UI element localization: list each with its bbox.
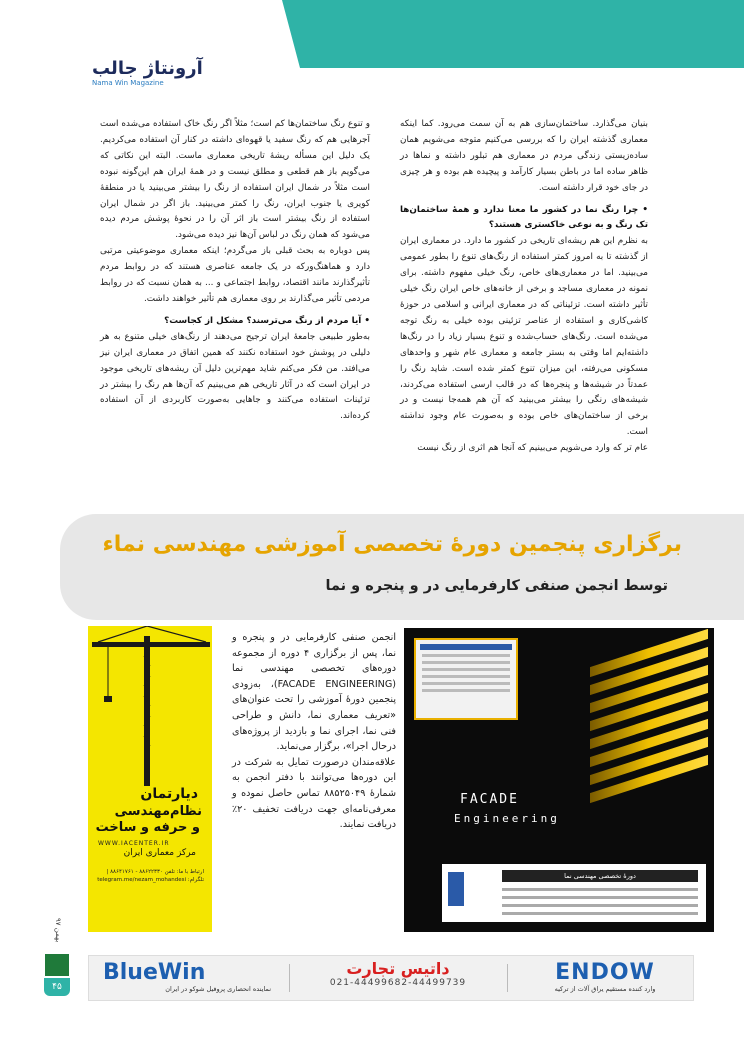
feature-banner <box>60 514 744 620</box>
paragraph: پس دوباره به بحث قبلی باز می‌گردم؛ اینکه معماری موضوعیتی مرتبی دارد و هماهنگ‌ورکه در یک جامعه عناصری هستند که در روابط مردم تأثیرگذارند مانند اقتصاد، روابط اجتماعی و ... به همان نسبت که در روابط مردمی تأثیر می‌گذارند بر روی معماری هم تأثیر خواهند داشت. <box>100 246 370 304</box>
paragraph: و تنوع رنگ ساختمان‌ها کم است؛ مثلاً اگر رنگ خاک استفاده می‌شده است آجرهایی هم که رنگ سفید یا قهوه‌ای داشته در کنار آن استفاده می‌کردیم. یک دلیل این مسأله ریشهٔ تاریخی معماری ماست. البته این نکاتی که می‌گویم باز هم قطعی و مطلق نیست و در همهٔ ایران هم این‌گونه نبوده است مثلاً در شمال ایران استفاده از رنگ را بیشتر می‌بینید یا در منطقهٔ کویری یا جنوب ایران، رنگ را کمتر می‌بینید. باز اگر در شمال ایران استفاده از رنگ بیشتر است باز اثر آن را در نحوهٔ پوشش مردم دیده می‌شود که همان رنگ در لباس آن‌ها نیز دیده می‌شود. <box>100 119 370 241</box>
facade-poster <box>404 628 714 932</box>
question-heading: • چرا رنگ نما در کشور ما معنا ندارد و همهٔ ساختمان‌ها تک رنگ و به نوعی خاکستری هستند؟ <box>400 204 648 231</box>
facade-slats-graphic <box>590 638 708 804</box>
datis-phone: 021-44499682-44499739 <box>329 978 467 988</box>
ad-heading-2: نظام‌مهندسی <box>114 804 202 819</box>
qr-code-icon <box>448 872 464 906</box>
bluewin-caption: نماینده انحصاری پروفیل شوکو در ایران <box>165 985 271 993</box>
paragraph: عام تر که وارد می‌شویم می‌بینیم که آنجا هم اثری از رنگ نیست <box>417 443 648 454</box>
ad-website[interactable]: WWW.IACENTER.IR <box>98 840 170 847</box>
endow-caption: وارد کننده مستقیم یراق آلات از ترکیه <box>554 985 656 993</box>
ad-divider <box>507 964 508 992</box>
endow-ad[interactable] <box>521 956 689 1000</box>
ad-heading-1: دیارتمان <box>140 786 198 802</box>
question-heading: • آیا مردم از رنگ می‌ترسند؟ مشکل از کجاست؟ <box>164 315 370 326</box>
crane-icon <box>88 626 212 786</box>
poster-document-thumbnail <box>414 638 518 720</box>
logo-mark: آرونتاژ جالب <box>92 58 203 79</box>
datis-logo: داتیس تجارت <box>346 959 450 978</box>
ad-organization: مرکز معماری ایران <box>123 848 196 858</box>
page-number: ۴۵ <box>44 978 70 996</box>
paragraph: به نظرم این هم ریشه‌ای تاریخی در کشور ما دارد. در معماری ایران از گذشته تا به امروز کمتر استفاده از رنگ‌های تنوع را بطور عمومی می‌بینید. اما در معماری‌های خاص، رنگ خیلی مفهوم داشته. برای نمونه در معماری مساجد و برخی از خانه‌های خاص ایران رنگ خیلی تأثیر داشته است. تزئیناتی که در معماری ایرانی و اسلامی در حوزهٔ کاشی‌کاری و استفاده از عناصر تزئینی بوده خیلی به رنگ توجه می‌شده است. رنگ‌های حساب‌شده و تنوع بسیار زیاد را در رنگ‌ها داشته‌ایم اما وقتی به بستر جامعه و معماری عام شهر و واحدهای مسکونی می‌رفته، این میزان تنوع کمتر شده است. شاید رنگ را عمدتاً در شیشه‌ها و پنجره‌ها که در قالب ارسی استفاده می‌کردند، شیشه‌های رنگی را بیشتر می‌بینید که آن هم همه‌جا نیست و در برخی از ساختمان‌های خاص بوده و به‌صورت عام وجود نداشته است. <box>400 236 648 438</box>
logo-tagline: Nama Win Magazine <box>92 79 164 87</box>
ad-heading-3: و حرفه و ساخت <box>95 820 200 835</box>
poster-engineering-word: Engineering <box>454 812 560 825</box>
issue-date: بهمن ۹۷ <box>54 918 62 943</box>
paragraph: علاقه‌مندان درصورت تمایل به شرکت در این دوره‌ها می‌توانند با دفتر انجمن به شمارهٔ ۸۸۵۲۵۰۴۹ تماس حاصل نموده و معرفی‌نامه‌ای جهت دریافت تخفیف ۲۰٪ دریافت نمایند. <box>232 756 397 831</box>
article-column-right <box>400 117 648 457</box>
bluewin-logo: BlueWin <box>103 960 206 985</box>
endow-logo: ENDOW <box>555 960 655 985</box>
bluewin-ad[interactable] <box>103 956 271 1000</box>
paragraph: به‌طور طبیعی جامعهٔ ایران ترجیح می‌دهند از رنگ‌های خیلی متنوع به هر دلیلی در پوشش خود استفاده نکنند که همین اتفاق در معماری ایران نیز می‌افتد. من فکر می‌کنم شاید مهم‌ترین دلیل آن ریشه‌های تاریخی موجود در ایران است که در آثار تاریخی هم می‌بینیم که آن‌ها هم رنگ را بیشتر در تزئینات استفاده می‌کنند و جاهایی به‌صورت کاربردی از آن استفاده کرده‌اند. <box>100 331 370 422</box>
department-ad <box>88 626 212 932</box>
paragraph: انجمن صنفی کارفرمایی در و پنجره و نما، پس از برگزاری ۴ دوره از مجموعه دوره‌های تخصصی مهندسی نما (FACADE ENGINEERING)، به‌زودی پنجمین دورهٔ آموزشی را تحت عنوان‌های «تعریف معماری نما، دانش و طراحی فنی نما، اجرای نما و بازدید از پروژه‌های درحال اجرا»، برگزار می‌نماید. <box>232 632 397 753</box>
poster-facade-word: FACADE <box>460 792 519 807</box>
poster-course-label: دورهٔ تخصصی مهندسی نما <box>502 870 698 882</box>
header-band <box>300 0 744 68</box>
datis-ad[interactable] <box>303 956 493 1000</box>
magazine-logo <box>92 58 203 87</box>
ad-contact-info: ارتباط با ما: تلفن ۸۸۶۲۲۳۳۰ - ۸۸۶۴۱۷۶۱ | تلگرام: telegram.me/nezam_mohandesi <box>97 869 204 883</box>
announcement-text <box>232 630 396 833</box>
poster-info-strip <box>442 864 706 922</box>
paragraph: بنیان می‌گذارد. ساختمان‌سازی هم به آن سمت می‌رود. کما اینکه معماری گذشته ایران را که بررسی می‌کنیم متوجه می‌شویم همان ساده‌زیستی زندگی مردم در معماری هم تبلور داشته و نماها در ظاهر ساده اما در باطن بسیار کارآمد و پیچیده هم بوده و هر چیزی در جای خود قرار داشته است. <box>400 119 648 193</box>
feature-subtitle: توسط انجمن صنفی کارفرمایی در و پنجره و نما <box>325 578 668 594</box>
sponsor-ads-bar <box>88 955 694 1001</box>
feature-title: برگزاری پنجمین دورهٔ تخصصی آموزشی مهندسی نماء <box>102 532 682 557</box>
article-column-left <box>100 117 370 425</box>
page-marker <box>45 954 69 976</box>
ad-divider <box>289 964 290 992</box>
